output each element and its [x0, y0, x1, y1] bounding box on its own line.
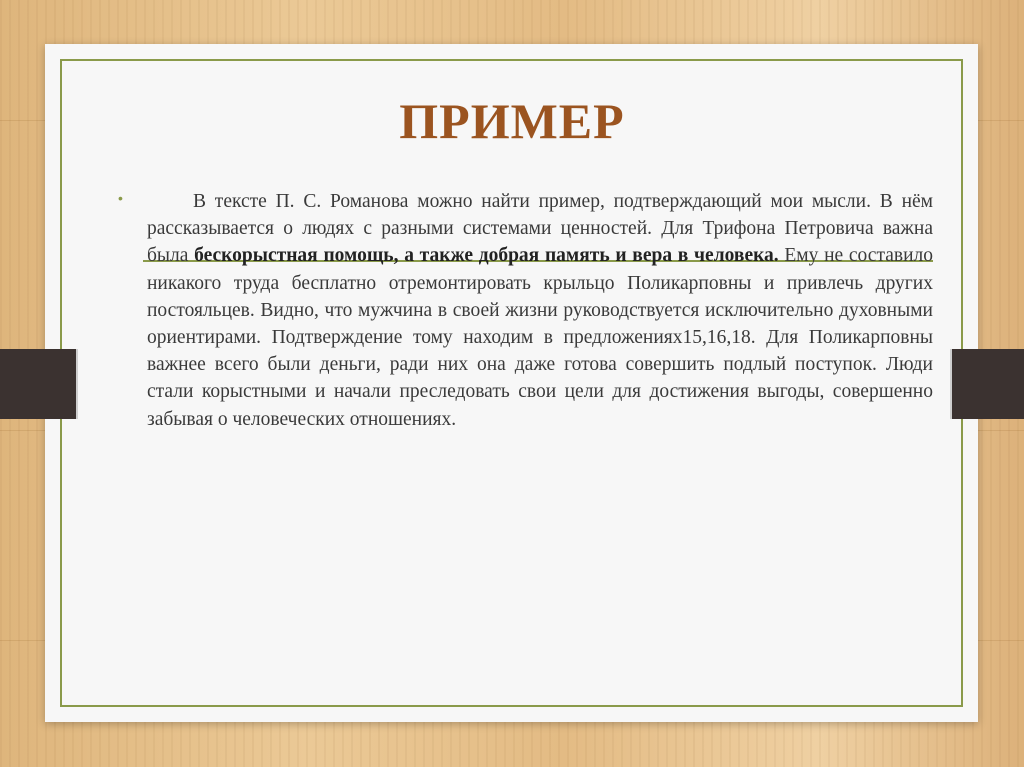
right-binder-tab — [950, 349, 1024, 419]
slide-title: ПРИМЕР — [399, 93, 625, 149]
paragraph-emphasis: бескорыстная помощь, а также добрая память и вера в человека. — [194, 245, 779, 267]
bullet-marker: • — [118, 190, 123, 206]
paragraph-text-end: Ему не составило никакого труда бесплатно отремонтировать крыльцо Поликарповны и привлечь других постояльцев. Видно, что мужчина в своей жизни руководствуется исключительно духовными ориентирами. Подтверждение тому находим в предложениях15,16,18. Для Поликарповны важнее всего были деньги, ради них она даже готова совершить подлый поступок. Люди стали корыстными и начали преследовать свои цели для достижения выгоды, совершенно забывая о человеческих отношениях. — [147, 245, 933, 430]
paragraph-text-start: В тексте П. С. Романова можно найти пример, подтверждающий мои мысли. В нём рассказывается о людях с разными системами ценностей. Для Трифона Петровича важна была — [147, 191, 933, 267]
slide-paragraph — [147, 188, 933, 433]
left-binder-tab — [0, 349, 78, 419]
